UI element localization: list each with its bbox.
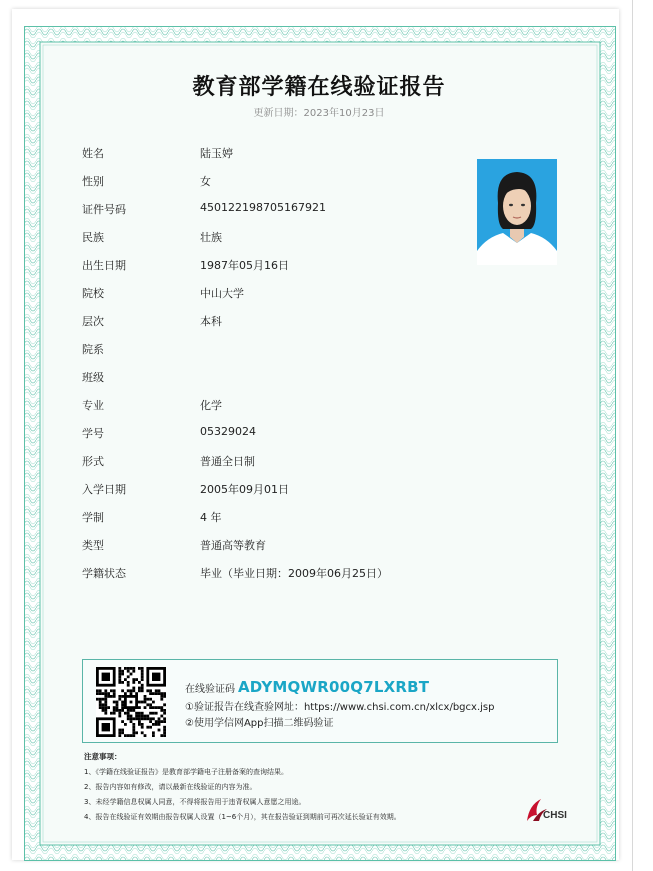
field-value: 2005年09月01日 [200, 483, 289, 496]
field-value: 女 [200, 175, 211, 188]
verification-box [82, 659, 558, 743]
verify-url-line: ①验证报告在线查验网址：https://www.chsi.com.cn/xlcx/bgcx.jsp [185, 702, 495, 713]
note-item: 1、《学籍在线验证报告》是教育部学籍电子注册备案的查询结果。 [84, 768, 288, 776]
field-value: 中山大学 [200, 287, 244, 300]
field-label: 层次 [82, 315, 104, 328]
info-row [0, 561, 600, 585]
field-value: 05329024 [200, 425, 256, 438]
info-row [0, 505, 600, 529]
report-title: 教育部学籍在线验证报告 [192, 75, 446, 100]
field-label: 类型 [82, 539, 104, 552]
update-date: 更新日期：2023年10月23日 [253, 108, 385, 119]
info-row [0, 533, 600, 557]
field-value: 陆玉婷 [200, 147, 233, 160]
field-label: 院系 [82, 343, 104, 356]
field-value: 毕业（毕业日期：2009年06月25日） [200, 567, 388, 580]
field-label: 院校 [82, 287, 104, 300]
field-label: 姓名 [82, 147, 104, 160]
field-label: 入学日期 [82, 483, 126, 496]
info-row [0, 449, 600, 473]
field-label: 学制 [82, 511, 104, 524]
student-photo [477, 159, 557, 265]
field-label: 出生日期 [82, 259, 126, 272]
note-item: 4、报告在线验证有效期由报告权属人设置（1~6个月），其在报告验证到期前可再次延长验证有效期。 [84, 813, 401, 821]
chsi-logo-text: CHSI [543, 810, 567, 821]
info-row [0, 477, 600, 501]
field-value: 450122198705167921 [200, 201, 326, 214]
verification-code-line [185, 678, 429, 696]
field-value: 普通全日制 [200, 455, 255, 468]
field-value: 本科 [200, 315, 222, 328]
verification-code: ADYMQWR00Q7LXRBT [238, 678, 430, 696]
field-label: 班级 [82, 371, 104, 384]
info-row [0, 281, 600, 305]
field-value: 壮族 [200, 231, 222, 244]
verify-app-line: ②使用学信网App扫描二维码验证 [185, 718, 334, 729]
notes-title: 注意事项： [84, 752, 122, 761]
field-value: 普通高等教育 [200, 539, 266, 552]
field-label: 形式 [82, 455, 104, 468]
field-label: 学籍状态 [82, 567, 126, 580]
verification-code-label: 在线验证码 [185, 684, 235, 695]
info-row [0, 421, 600, 445]
field-label: 民族 [82, 231, 104, 244]
info-row [0, 365, 600, 389]
field-value: 4 年 [200, 511, 222, 524]
field-label: 专业 [82, 399, 104, 412]
field-label: 性别 [82, 175, 104, 188]
field-value: 化学 [200, 399, 222, 412]
note-item: 2、报告内容如有修改，请以最新在线验证的内容为准。 [84, 783, 257, 791]
field-value: 1987年05月16日 [200, 259, 289, 272]
info-row [0, 309, 600, 333]
qr-code[interactable] [96, 667, 166, 737]
info-row [0, 393, 600, 417]
field-label: 证件号码 [82, 203, 126, 216]
field-label: 学号 [82, 427, 104, 440]
info-row [0, 337, 600, 361]
viewer-divider [632, 0, 633, 871]
note-item: 3、未经学籍信息权属人同意，不得将报告用于违背权属人意愿之用途。 [84, 798, 306, 806]
